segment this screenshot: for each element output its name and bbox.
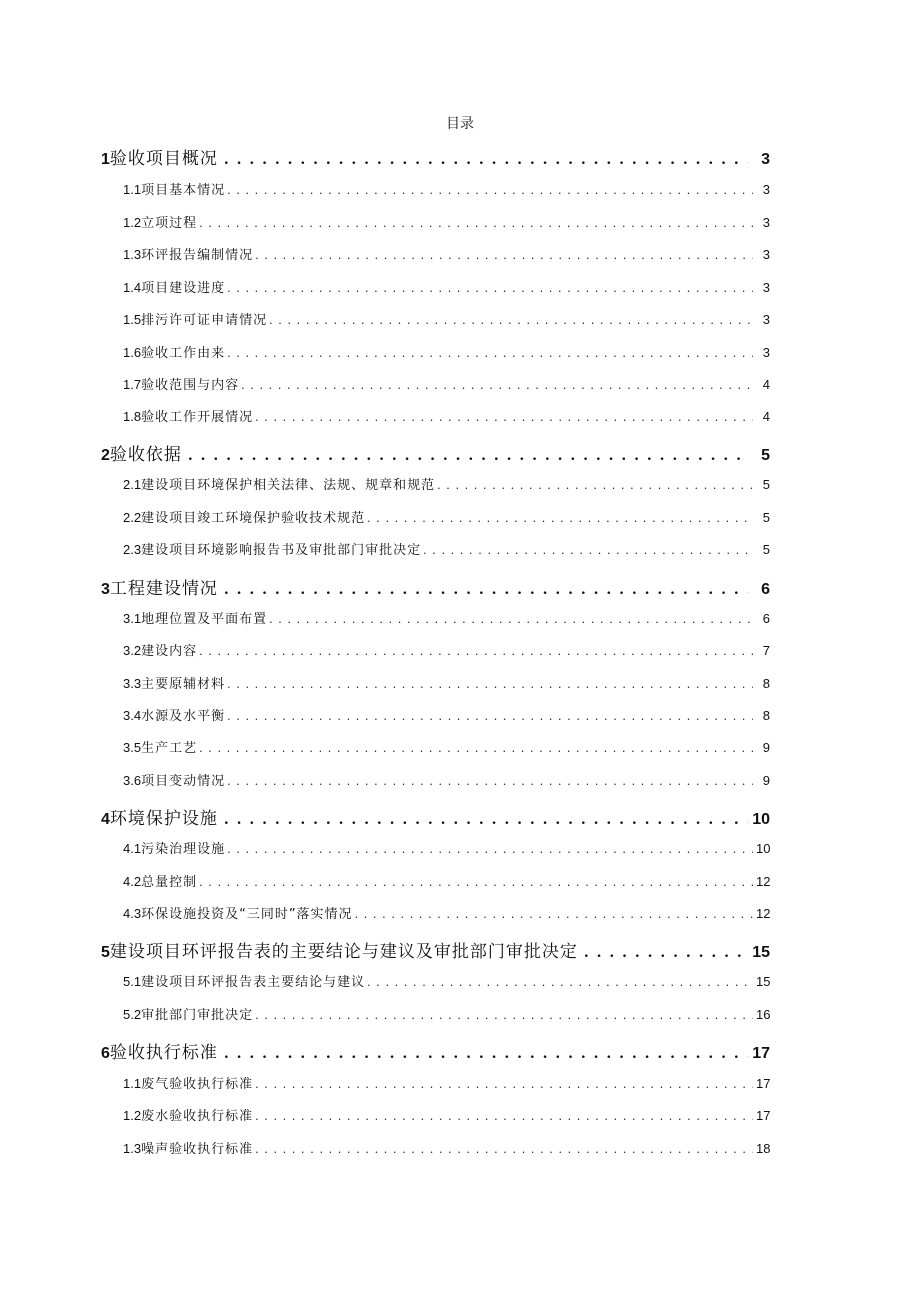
toc-section-entry[interactable]	[123, 1073, 770, 1093]
entry-page-number: 8	[762, 708, 770, 723]
dot-leader	[269, 613, 753, 626]
dot-leader	[227, 184, 753, 197]
entry-title: 项目变动情况	[141, 774, 226, 789]
entry-title: 建设项目环评报告表的主要结论与建议及审批部门审批决定	[109, 942, 578, 962]
dot-leader	[199, 742, 753, 755]
entry-number: 1.3	[123, 247, 142, 262]
toc-section-entry[interactable]	[123, 673, 770, 693]
entry-title: 水源及水平衡	[141, 709, 226, 724]
entry-number: 4.3	[123, 906, 142, 921]
entry-number: 2.2	[123, 510, 142, 525]
entry-title: 地理位置及平面布置	[141, 612, 268, 627]
toc-section-entry[interactable]	[123, 608, 770, 628]
entry-page-number: 3	[762, 215, 770, 230]
entry-page-number: 10	[752, 811, 770, 828]
toc-section-entry[interactable]	[123, 507, 770, 527]
toc-chapter-entry[interactable]	[101, 144, 770, 169]
toc-section-entry[interactable]	[123, 1138, 770, 1158]
entry-page-number: 5	[761, 447, 770, 464]
entry-title: 污染治理设施	[141, 842, 226, 857]
entry-page-number: 15	[756, 974, 771, 989]
entry-title: 验收工作由来	[141, 346, 226, 361]
toc-section-entry[interactable]	[123, 539, 770, 559]
toc-chapter-entry[interactable]	[101, 1038, 770, 1063]
dot-leader	[255, 1078, 753, 1091]
entry-title: 立项过程	[141, 216, 198, 231]
entry-page-number: 17	[756, 1076, 771, 1091]
dot-leader	[224, 1046, 748, 1062]
toc-section-entry[interactable]	[123, 309, 770, 329]
entry-page-number: 9	[762, 740, 770, 755]
entry-title: 环保设施投资及“三同时”落实情况	[141, 907, 353, 922]
entry-page-number: 15	[752, 944, 770, 961]
entry-page-number: 3	[762, 312, 770, 327]
entry-page-number: 7	[762, 643, 770, 658]
dot-leader	[227, 710, 753, 723]
entry-number: 3.6	[123, 773, 142, 788]
dot-leader	[227, 282, 753, 295]
entry-title: 验收项目概况	[109, 149, 218, 169]
entry-title: 审批部门审批决定	[141, 1008, 254, 1023]
toc-section-entry[interactable]	[123, 374, 770, 394]
entry-number: 2.3	[123, 542, 142, 557]
entry-number: 1.6	[123, 345, 142, 360]
entry-title: 排污许可证申请情况	[141, 313, 268, 328]
entry-number: 5.2	[123, 1007, 142, 1022]
entry-number: 2	[101, 447, 110, 464]
toc-section-entry[interactable]	[123, 1105, 770, 1125]
toc-section-entry[interactable]	[123, 903, 770, 923]
entry-number: 3.2	[123, 643, 142, 658]
toc-section-entry[interactable]	[123, 971, 770, 991]
entry-title: 项目基本情况	[141, 183, 226, 198]
entry-page-number: 3	[762, 182, 770, 197]
toc-section-entry[interactable]	[123, 406, 770, 426]
dot-leader	[584, 945, 748, 961]
entry-title: 建设内容	[141, 644, 198, 659]
entry-page-number: 12	[756, 874, 771, 889]
entry-number: 6	[101, 1045, 110, 1062]
dot-leader	[199, 217, 753, 230]
dot-leader	[255, 249, 753, 262]
entry-number: 1.4	[123, 280, 142, 295]
dot-leader	[255, 1110, 753, 1123]
dot-leader	[355, 908, 753, 921]
toc-chapter-entry[interactable]	[101, 440, 770, 465]
entry-title: 项目建设进度	[141, 281, 226, 296]
entry-number: 4.1	[123, 841, 142, 856]
entry-page-number: 8	[762, 676, 770, 691]
dot-leader	[227, 678, 753, 691]
entry-number: 1.2	[123, 215, 142, 230]
toc-section-entry[interactable]	[123, 277, 770, 297]
toc-section-entry[interactable]	[123, 871, 770, 891]
entry-number: 1	[101, 151, 110, 168]
entry-title: 建设项目环境保护相关法律、法规、规章和规范	[141, 478, 436, 493]
entry-number: 2.1	[123, 477, 142, 492]
dot-leader	[199, 645, 753, 658]
entry-page-number: 6	[762, 611, 770, 626]
entry-number: 1.1	[123, 182, 142, 197]
entry-page-number: 5	[762, 542, 770, 557]
entry-page-number: 3	[762, 247, 770, 262]
toc-chapter-entry[interactable]	[101, 937, 770, 962]
entry-title: 环评报告编制情况	[141, 248, 254, 263]
toc-section-entry[interactable]	[123, 737, 770, 757]
entry-page-number: 17	[756, 1108, 771, 1123]
dot-leader	[224, 812, 748, 828]
entry-page-number: 3	[761, 151, 770, 168]
dot-leader	[227, 775, 753, 788]
toc-section-entry[interactable]	[123, 212, 770, 232]
entry-page-number: 16	[756, 1007, 771, 1022]
toc-section-entry[interactable]	[123, 1004, 770, 1024]
entry-number: 4.2	[123, 874, 142, 889]
dot-leader	[255, 411, 753, 424]
toc-section-entry[interactable]	[123, 640, 770, 660]
dot-leader	[423, 544, 753, 557]
entry-title: 环境保护设施	[109, 809, 218, 829]
entry-title: 验收工作开展情况	[141, 410, 254, 425]
toc-section-entry[interactable]	[123, 244, 770, 264]
entry-number: 3.4	[123, 708, 142, 723]
entry-number: 5.1	[123, 974, 142, 989]
toc-section-entry[interactable]	[123, 705, 770, 725]
dot-leader	[269, 314, 753, 327]
entry-title: 噪声验收执行标准	[141, 1142, 254, 1157]
entry-number: 1.5	[123, 312, 142, 327]
entry-page-number: 10	[756, 841, 771, 856]
entry-page-number: 6	[761, 581, 770, 598]
entry-number: 1.2	[123, 1108, 142, 1123]
entry-page-number: 12	[756, 906, 771, 921]
entry-number: 5	[101, 944, 110, 961]
entry-page-number: 18	[756, 1141, 771, 1156]
entry-page-number: 4	[762, 409, 770, 424]
toc-section-entry[interactable]	[123, 838, 770, 858]
dot-leader	[224, 152, 748, 168]
entry-number: 3	[101, 581, 110, 598]
entry-title: 废气验收执行标准	[141, 1077, 254, 1092]
toc-section-entry[interactable]	[123, 474, 770, 494]
entry-page-number: 4	[762, 377, 770, 392]
entry-number: 3.5	[123, 740, 142, 755]
entry-title: 工程建设情况	[109, 579, 218, 599]
entry-title: 废水验收执行标准	[141, 1109, 254, 1124]
entry-number: 1.1	[123, 1076, 142, 1091]
dot-leader	[227, 843, 753, 856]
dot-leader	[367, 976, 753, 989]
toc-section-entry[interactable]	[123, 770, 770, 790]
entry-page-number: 3	[762, 345, 770, 360]
entry-title: 主要原辅材料	[141, 677, 226, 692]
entry-page-number: 5	[762, 510, 770, 525]
entry-number: 1.7	[123, 377, 142, 392]
toc-section-entry[interactable]	[123, 342, 770, 362]
entry-title: 生产工艺	[141, 741, 198, 756]
entry-title: 建设项目竣工环境保护验收技术规范	[141, 511, 366, 526]
dot-leader	[367, 512, 753, 525]
dot-leader	[241, 379, 753, 392]
entry-title: 建设项目环评报告表主要结论与建议	[141, 975, 366, 990]
entry-title: 建设项目环境影响报告书及审批部门审批决定	[141, 543, 422, 558]
dot-leader	[255, 1009, 753, 1022]
entry-title: 验收执行标准	[109, 1043, 218, 1063]
entry-title: 总量控制	[141, 875, 198, 890]
entry-number: 3.3	[123, 676, 142, 691]
toc-title: 目录	[446, 116, 474, 132]
dot-leader	[437, 479, 753, 492]
dot-leader	[224, 582, 748, 598]
dot-leader	[188, 448, 748, 464]
entry-page-number: 17	[752, 1045, 770, 1062]
entry-title: 验收范围与内容	[141, 378, 240, 393]
entry-page-number: 9	[762, 773, 770, 788]
entry-number: 1.8	[123, 409, 142, 424]
entry-page-number: 5	[762, 477, 770, 492]
entry-page-number: 3	[762, 280, 770, 295]
entry-title: 验收依据	[109, 445, 182, 465]
toc-chapter-entry[interactable]	[101, 574, 770, 599]
dot-leader	[199, 876, 753, 889]
entry-number: 1.3	[123, 1141, 142, 1156]
toc-section-entry[interactable]	[123, 179, 770, 199]
entry-number: 3.1	[123, 611, 142, 626]
dot-leader	[255, 1143, 753, 1156]
dot-leader	[227, 347, 753, 360]
entry-number: 4	[101, 811, 110, 828]
toc-chapter-entry[interactable]	[101, 804, 770, 829]
